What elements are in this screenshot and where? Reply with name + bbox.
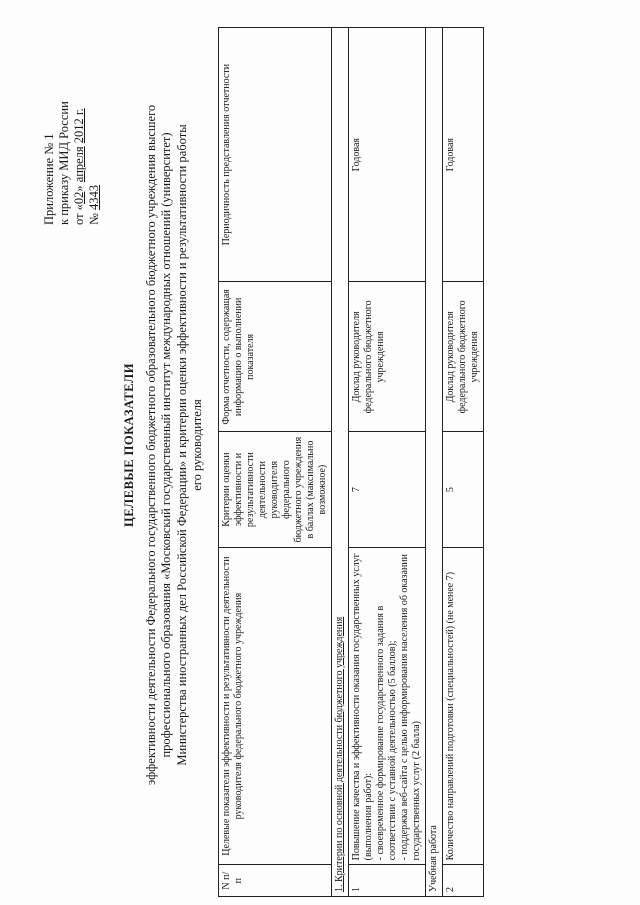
row2-form: Доклад руководителя федерального бюджетного учреждения bbox=[443, 282, 484, 432]
indicators-table bbox=[218, 27, 484, 897]
appendix-number-value: 4343 bbox=[87, 184, 101, 210]
row2-criteria: 5 bbox=[443, 432, 484, 547]
appendix-block bbox=[42, 25, 102, 225]
row1-period: Годовая bbox=[349, 28, 426, 282]
header-criteria: Критерии оценки эффективности и результативности деятельности руководителя федерального бюджетного учреждения в баллах (максимально возможное) bbox=[219, 432, 332, 547]
appendix-date: от «02» апреля 2012 г. bbox=[72, 108, 86, 225]
table-row bbox=[443, 28, 484, 897]
section-2-title: Учебная работа bbox=[426, 28, 443, 897]
header-num: N п/п bbox=[219, 865, 332, 897]
appendix-number: № 4343 bbox=[87, 184, 101, 225]
appendix-line-1: Приложение № 1 bbox=[42, 133, 56, 225]
row1-num: 1 bbox=[349, 865, 426, 897]
title-line-4: его руководителя bbox=[190, 399, 204, 491]
table-row bbox=[349, 28, 426, 897]
title-heading: ЦЕЛЕВЫЕ ПОКАЗАТЕЛИ bbox=[122, 363, 136, 527]
title-line-2: профессионального образования «Московский государственный институт международных отношений (университет) bbox=[159, 132, 173, 758]
section-row bbox=[426, 28, 443, 897]
section-row bbox=[332, 28, 349, 897]
document-title bbox=[122, 85, 206, 805]
title-line-1: эффективности деятельности Федерального государственного бюджетного образовательного бюджетного учреждения высшего bbox=[143, 104, 158, 786]
row2-indicator: Количество направлений подготовки (специальностей) (не менее 7) bbox=[443, 547, 484, 865]
appendix-month: апреля bbox=[72, 146, 86, 183]
appendix-year: 2012 г. bbox=[72, 108, 86, 144]
appendix-line-2: к приказу МИД России bbox=[57, 101, 71, 225]
title-line-3: Министерства иностранных дел Российской Федерации» и критерии оценки эффективности и результативности работы bbox=[174, 124, 189, 766]
header-indicator: Целевые показатели эффективности и результативности деятельности руководителя федерального бюджетного учреждения bbox=[219, 547, 332, 865]
row2-period: Годовая bbox=[443, 28, 484, 282]
section-1-title: 1. Критерии по основной деятельности бюджетного учреждения bbox=[332, 28, 349, 897]
row1-indicator: Повышение качества и эффективности оказания государственных услуг (выполнения работ): - своевременное формирование государственного задания в соответствии с уставной деятельностью (5 баллов); - поддержка веб-сайта с целью информирования населения об оказании государственных услуг (2 балла) bbox=[349, 547, 426, 865]
row2-num: 2 bbox=[443, 865, 484, 897]
appendix-day: 02 bbox=[72, 191, 86, 205]
table-header-row bbox=[219, 28, 332, 897]
header-form: Форма отчетности, содержащая информацию о выполнении показателя bbox=[219, 282, 332, 432]
header-period: Периодичность представления отчетности bbox=[219, 28, 332, 282]
row1-form: Доклад руководителя федерального бюджетного учреждения bbox=[349, 282, 426, 432]
row1-criteria: 7 bbox=[349, 432, 426, 547]
